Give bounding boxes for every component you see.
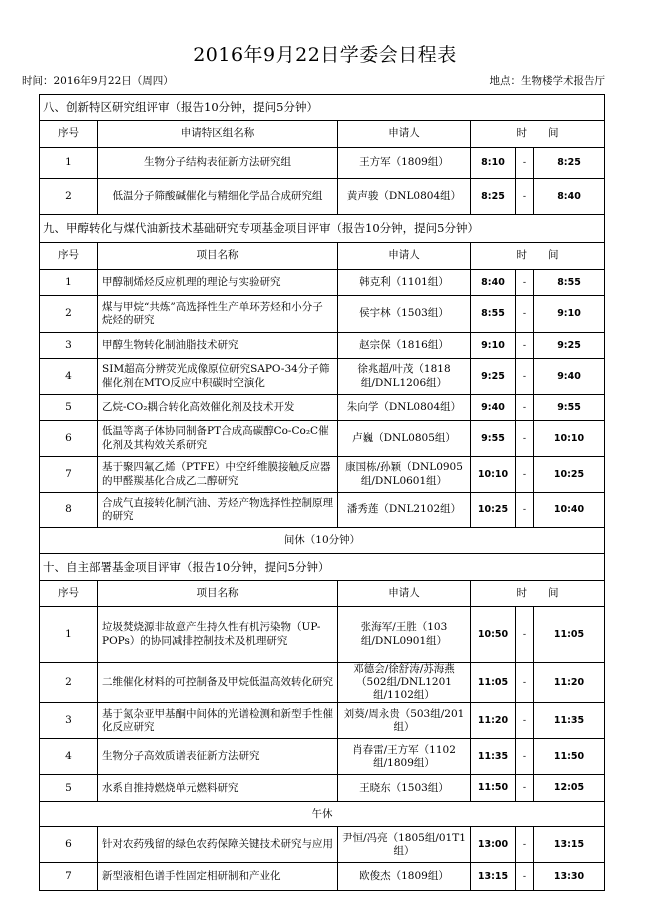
row-project: 煤与甲烷“共炼”高选择性生产单环芳烃和小分子烷烃的研究: [98, 296, 338, 333]
row-project: 乙烷-CO₂耦合转化高效催化剂及技术开发: [98, 395, 338, 421]
row-applicant: 黄声骏（DNL0804组）: [338, 179, 471, 215]
row-end: 9:25: [534, 333, 605, 359]
row-no: 6: [40, 421, 98, 457]
col-time: 时 间: [471, 121, 605, 148]
row-dash: -: [516, 148, 534, 179]
header-row: [40, 581, 605, 607]
row-dash: -: [516, 863, 534, 891]
row-start: 10:25: [471, 493, 516, 528]
row-project: 生物分子结构表征新方法研究组: [98, 148, 338, 179]
row-dash: -: [516, 296, 534, 333]
row-end: 8:40: [534, 179, 605, 215]
table-row: [40, 663, 605, 703]
row-no: 2: [40, 179, 98, 215]
table-row: [40, 359, 605, 395]
row-applicant: 侯宇林（1503组）: [338, 296, 471, 333]
row-dash: -: [516, 457, 534, 493]
row-end: 11:50: [534, 739, 605, 775]
row-end: 8:25: [534, 148, 605, 179]
row-applicant: 张海军/王胜（103组/DNL0901组）: [338, 607, 471, 663]
row-start: 11:05: [471, 663, 516, 703]
break-label: 间休（10分钟）: [40, 528, 605, 554]
row-applicant: 王晓东（1503组）: [338, 775, 471, 802]
row-start: 8:10: [471, 148, 516, 179]
table-row: [40, 827, 605, 863]
row-dash: -: [516, 663, 534, 703]
row-end: 13:30: [534, 863, 605, 891]
row-end: 10:10: [534, 421, 605, 457]
row-applicant: 潘秀莲（DNL2102组）: [338, 493, 471, 528]
row-dash: -: [516, 421, 534, 457]
row-applicant: 刘葵/周永贵（503组/201组）: [338, 703, 471, 739]
row-start: 9:25: [471, 359, 516, 395]
section-10-heading: 十、自主部署基金项目评审（报告10分钟，提问5分钟）: [40, 554, 605, 581]
row-applicant: 徐兆超/叶茂（1818组/DNL1206组）: [338, 359, 471, 395]
row-applicant: 韩克利（1101组）: [338, 270, 471, 296]
row-no: 1: [40, 607, 98, 663]
section-8-heading: 八、创新特区研究组评审（报告10分钟，提问5分钟）: [40, 95, 605, 121]
row-project: 合成气直接转化制汽油、芳烃产物选择性控制原理的研究: [98, 493, 338, 528]
row-start: 8:40: [471, 270, 516, 296]
col-no: 序号: [40, 581, 98, 607]
row-no: 5: [40, 775, 98, 802]
row-end: 13:15: [534, 827, 605, 863]
row-dash: -: [516, 359, 534, 395]
lunch-label: 午休: [40, 802, 605, 827]
row-dash: -: [516, 270, 534, 296]
row-start: 11:50: [471, 775, 516, 802]
row-applicant: 尹恒/冯亮（1805组/01T1组）: [338, 827, 471, 863]
table-row: [40, 148, 605, 179]
row-no: 1: [40, 148, 98, 179]
header-row: [40, 243, 605, 270]
header-row: [40, 121, 605, 148]
section-heading: [40, 215, 605, 243]
col-no: 序号: [40, 243, 98, 270]
row-project: 针对农药残留的绿色农药保障关键技术研究与应用: [98, 827, 338, 863]
row-end: 12:05: [534, 775, 605, 802]
table-row: [40, 270, 605, 296]
row-project: 基于氮杂亚甲基酮中间体的光谱检测和新型手性催化反应研究: [98, 703, 338, 739]
row-project: SIM超高分辨荧光成像原位研究SAPO-34分子筛催化剂在MTO反应中积碳时空演化: [98, 359, 338, 395]
row-no: 4: [40, 359, 98, 395]
row-no: 2: [40, 296, 98, 333]
col-time: 时 间: [471, 243, 605, 270]
row-end: 10:25: [534, 457, 605, 493]
table-row: [40, 421, 605, 457]
row-start: 10:50: [471, 607, 516, 663]
row-start: 8:55: [471, 296, 516, 333]
row-dash: -: [516, 333, 534, 359]
col-project: 申请特区组名称: [98, 121, 338, 148]
schedule-table: [39, 94, 605, 891]
break-row: [40, 528, 605, 554]
table-row: [40, 457, 605, 493]
col-applicant: 申请人: [338, 243, 471, 270]
row-end: 10:40: [534, 493, 605, 528]
table-row: [40, 333, 605, 359]
col-applicant: 申请人: [338, 581, 471, 607]
col-time: 时 间: [471, 581, 605, 607]
row-project: 基于聚四氟乙烯（PTFE）中空纤维膜接触反应器的甲醛羰基化合成乙二醇研究: [98, 457, 338, 493]
row-dash: -: [516, 739, 534, 775]
row-end: 11:05: [534, 607, 605, 663]
row-dash: -: [516, 607, 534, 663]
row-project: 新型液相色谱手性固定相研制和产业化: [98, 863, 338, 891]
row-applicant: 肖春雷/王方军（1102组/1809组）: [338, 739, 471, 775]
section-9-heading: 九、甲醇转化与煤代油新技术基础研究专项基金项目评审（报告10分钟，提问5分钟）: [40, 215, 605, 243]
table-row: [40, 179, 605, 215]
section-heading: [40, 95, 605, 121]
page-title: 2016年9月22日学委会日程表: [193, 44, 457, 66]
row-start: 11:35: [471, 739, 516, 775]
row-no: 2: [40, 663, 98, 703]
row-end: 9:10: [534, 296, 605, 333]
row-project: 二维催化材料的可控制备及甲烷低温高效转化研究: [98, 663, 338, 703]
table-row: [40, 775, 605, 802]
table-row: [40, 607, 605, 663]
col-project: 项目名称: [98, 581, 338, 607]
row-start: 13:15: [471, 863, 516, 891]
row-end: 9:40: [534, 359, 605, 395]
row-start: 8:25: [471, 179, 516, 215]
row-no: 1: [40, 270, 98, 296]
section-heading: [40, 554, 605, 581]
row-project: 垃圾焚烧源非故意产生持久性有机污染物（UP-POPs）的协同减排控制技术及机理研究: [98, 607, 338, 663]
row-start: 9:55: [471, 421, 516, 457]
row-project: 生物分子高效质谱表征新方法研究: [98, 739, 338, 775]
row-start: 9:10: [471, 333, 516, 359]
row-project: 低温等离子体协同制备PT合成高碳醇Co-Co₂C催化剂及其构效关系研究: [98, 421, 338, 457]
row-project: 甲醇生物转化制油脂技术研究: [98, 333, 338, 359]
row-dash: -: [516, 827, 534, 863]
row-no: 3: [40, 333, 98, 359]
row-applicant: 王方军（1809组）: [338, 148, 471, 179]
row-applicant: 卢巍（DNL0805组）: [338, 421, 471, 457]
row-start: 9:40: [471, 395, 516, 421]
row-no: 8: [40, 493, 98, 528]
row-no: 7: [40, 863, 98, 891]
row-no: 5: [40, 395, 98, 421]
row-start: 11:20: [471, 703, 516, 739]
row-dash: -: [516, 395, 534, 421]
row-no: 7: [40, 457, 98, 493]
row-no: 6: [40, 827, 98, 863]
row-applicant: 赵宗保（1816组）: [338, 333, 471, 359]
col-applicant: 申请人: [338, 121, 471, 148]
row-dash: -: [516, 703, 534, 739]
time-label: 时间：2016年9月22日（周四）: [22, 75, 174, 87]
table-row: [40, 863, 605, 891]
col-project: 项目名称: [98, 243, 338, 270]
row-applicant: 欧俊杰（1809组）: [338, 863, 471, 891]
row-no: 3: [40, 703, 98, 739]
row-end: 11:35: [534, 703, 605, 739]
row-applicant: 朱向学（DNL0804组）: [338, 395, 471, 421]
row-start: 10:10: [471, 457, 516, 493]
row-project: 低温分子筛酸碱催化与精细化学品合成研究组: [98, 179, 338, 215]
row-project: 水系自推持燃烧单元燃料研究: [98, 775, 338, 802]
row-end: 8:55: [534, 270, 605, 296]
table-row: [40, 703, 605, 739]
location-label: 地点：生物楼学术报告厅: [489, 75, 605, 87]
lunch-row: [40, 802, 605, 827]
row-applicant: 康国栋/孙颖（DNL0905组/DNL0601组）: [338, 457, 471, 493]
row-project: 甲醇制烯烃反应机理的理论与实验研究: [98, 270, 338, 296]
table-row: [40, 395, 605, 421]
row-dash: -: [516, 493, 534, 528]
col-no: 序号: [40, 121, 98, 148]
row-end: 11:20: [534, 663, 605, 703]
row-start: 13:00: [471, 827, 516, 863]
row-end: 9:55: [534, 395, 605, 421]
row-no: 4: [40, 739, 98, 775]
table-row: [40, 493, 605, 528]
row-dash: -: [516, 775, 534, 802]
row-dash: -: [516, 179, 534, 215]
row-applicant: 邓德会/徐舒涛/苏海燕（502组/DNL1201组/1102组）: [338, 663, 471, 703]
table-row: [40, 296, 605, 333]
table-row: [40, 739, 605, 775]
